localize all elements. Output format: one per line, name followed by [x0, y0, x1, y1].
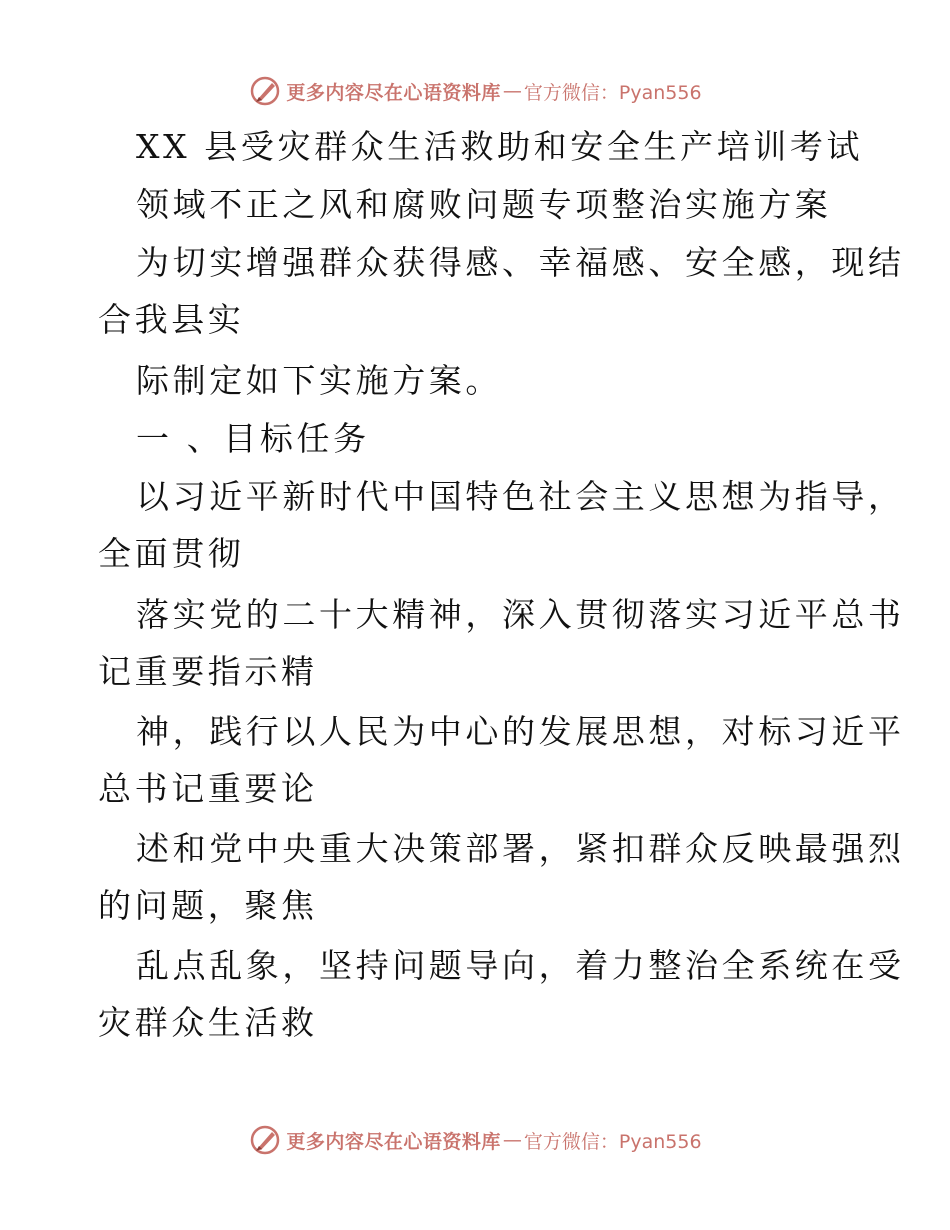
body-line: 的问题，聚焦 — [98, 886, 318, 925]
quill-pen-logo-icon — [248, 74, 282, 108]
watermark-title: 更多内容尽在心语资料库 — [286, 81, 501, 104]
body-line: 全面贯彻 — [98, 534, 245, 573]
body-line: 合我县实 — [98, 300, 245, 339]
watermark-title: 更多内容尽在心语资料库 — [286, 1130, 501, 1153]
section-heading: 一 、目标任务 — [136, 419, 370, 458]
body-line: 总书记重要论 — [98, 769, 318, 808]
body-line: 落实党的二十大精神，深入贯彻落实习近平总书 — [136, 595, 905, 634]
body-line: 记重要指示精 — [98, 652, 318, 691]
watermark-banner-top — [0, 71, 950, 111]
body-line: 神，践行以人民为中心的发展思想，对标习近平 — [136, 712, 905, 751]
body-line: 灾群众生活救 — [98, 1003, 318, 1042]
body-line: 乱点乱象，坚持问题导向，着力整治全系统在受 — [136, 946, 905, 985]
body-line: 述和党中央重大决策部署，紧扣群众反映最强烈 — [136, 829, 905, 868]
body-line: 际制定如下实施方案。 — [136, 361, 502, 400]
body-line: 为切实增强群众获得感、幸福感、安全感，现结 — [136, 243, 905, 282]
body-line: 以习近平新时代中国特色社会主义思想为指导， — [136, 477, 905, 516]
document-title-line-2: 领域不正之风和腐败问题专项整治实施方案 — [136, 185, 832, 224]
document-title-line-1: XX 县受灾群众生活救助和安全生产培训考试 — [136, 127, 864, 166]
quill-pen-logo-icon — [248, 1123, 282, 1157]
watermark-separator: — — [502, 1129, 522, 1151]
watermark-wechat: 官方微信：Pyan556 — [523, 1130, 702, 1153]
watermark-wechat: 官方微信：Pyan556 — [523, 81, 702, 104]
watermark-banner-bottom — [0, 1120, 950, 1160]
watermark-separator: — — [502, 80, 522, 102]
